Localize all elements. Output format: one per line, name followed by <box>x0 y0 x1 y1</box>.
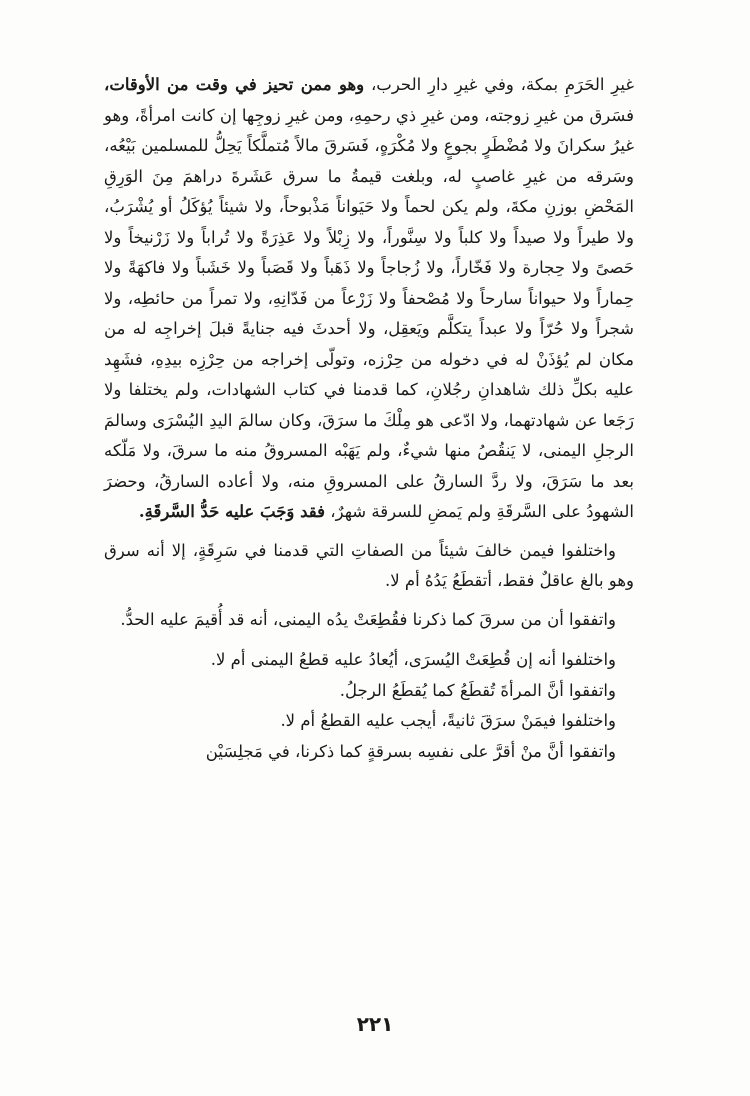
paragraph-disagreement-left-hand: واختلفوا أنه إن قُطِعَتْ اليُسرَى، أيُعادُ عليه قطعُ اليمنى أم لا. <box>210 650 616 669</box>
page-number: ٢٢١ <box>356 1012 394 1036</box>
paragraph-agreement-right-hand: واتفقوا أن من سرقَ كما ذكرنا فقُطِعَتْ يدُه اليمنى، أنه قد أُقيمَ عليه الحدُّ. <box>120 609 616 629</box>
paragraph-text: فسَرق من غيرِ زوجته، ومن غيرِ ذي رحمِهِ، ومن غيرِ زوجِها إن كانت امرأةً، وهو غيرُ سكرانَ ولا مُضْطَرٍ بجوعٍ ولا مُكْرَهٍ، فَسَرقَ مالاً مُتملَّكاً يَحِلُّ للمسلمين بَيْعُه، وسَرقه من غيرِ غاصبٍ له، وبلغت قيمةُ ما سرق عَشَرةَ دراهمَ مِنَ الوَرِقِ المَحْضِ بوزنِ مكةَ، ولم يكن لحماً ولا حَيَواناً مَذْبوحاً، ولا شيئاً يُؤكَلُ أو يُشْرَبُ، ولا طيراً ولا صيداً ولا كلباً ولا سِنَّوراً، ولا زِبْلاً ولا عَذِرَةً ولا تُراباً ولا زَرْنيخاً ولا حَصىً ولا حِجارة ولا فَخّاراً، ولا زُجاجاً ولا ذَهَباً ولا قَصَباً ولا خَشَباً ولا فاكهَةً ولا حِماراً ولا حيواناً سارحاً ولا مُصْحفاً ولا زَرْعاً من فَدّانِهِ، ولا تمراً من حائطِه، ولا شجراً ولا حُرّاً ولا عبداً يتكلَّم ويَعقِل، ولا أحدثَ فيه جنايةً قبلَ إخراجِه له من مكان لم يُؤذَنْ له في دخوله من حِرْزه، وتولّى إخراجه من حِرْزِه بيدِهِ، فشَهِد عليه بكلِّ ذلك شاهدانِ رجُلانِ، كما قدمنا في كتاب الشهادات، ولم يختلفا ولا رَجَعا عن شهادتهما، ولا ادّعى هو مِلْكَ ما سرَقَ، وكان سالمَ اليدِ اليُسْرَى وسالمَ الرجلِ اليمنى، لا يَنقُصُ منها شيءٌ، ولم يَهَبْه المسروقُ منه ما سرقَ، ولا مَلّكه بعد ما سَرَقَ، ولا ردَّ السارقُ على المسروقِ منه، ولا أعاده السارقُ، وحضرَ الشهودُ على السَّرقَةِ ولم يَمضِ للسرقة شهرٌ، <box>104 105 634 521</box>
paragraph-agreement-confession: واتفقوا أنَّ منْ أقرَّ على نفسِه بسرقةٍ كما ذكرنا، في مَجلِسَيْن <box>205 741 616 761</box>
bold-phrase: وهو ممن تحيز في وقت من الأوقات، <box>104 75 365 94</box>
paragraph-disagreement-attributes: واختلفوا فيمن خالفَ شيئاً من الصفاتِ التي قدمنا في سَرِقَةٍ، إلا أنه سرق وهو بالغ عاقلٌ فقط، أتقطَعُ يَدُهُ أم لا. <box>104 540 634 590</box>
paragraph-disagreement-second-theft: واختلفوا فيمَنْ سرَقَ ثانيةً، أيجب عليه القطعُ أم لا. <box>280 711 616 730</box>
paragraph-text: غيرِ الحَرَمِ بمكة، وفي غيرِ دارِ الحرب، <box>364 75 634 94</box>
paragraph-theft-conditions <box>104 70 634 528</box>
paragraph-agreement-woman: واتفقوا أنَّ المرأةَ تُقطَعُ كما يُقطَعُ الرجلُ. <box>339 680 616 700</box>
page-body-text <box>104 70 634 767</box>
bold-phrase: فقد وَجَبَ عليه حَدُّ السَّرقَةِ. <box>138 502 326 521</box>
